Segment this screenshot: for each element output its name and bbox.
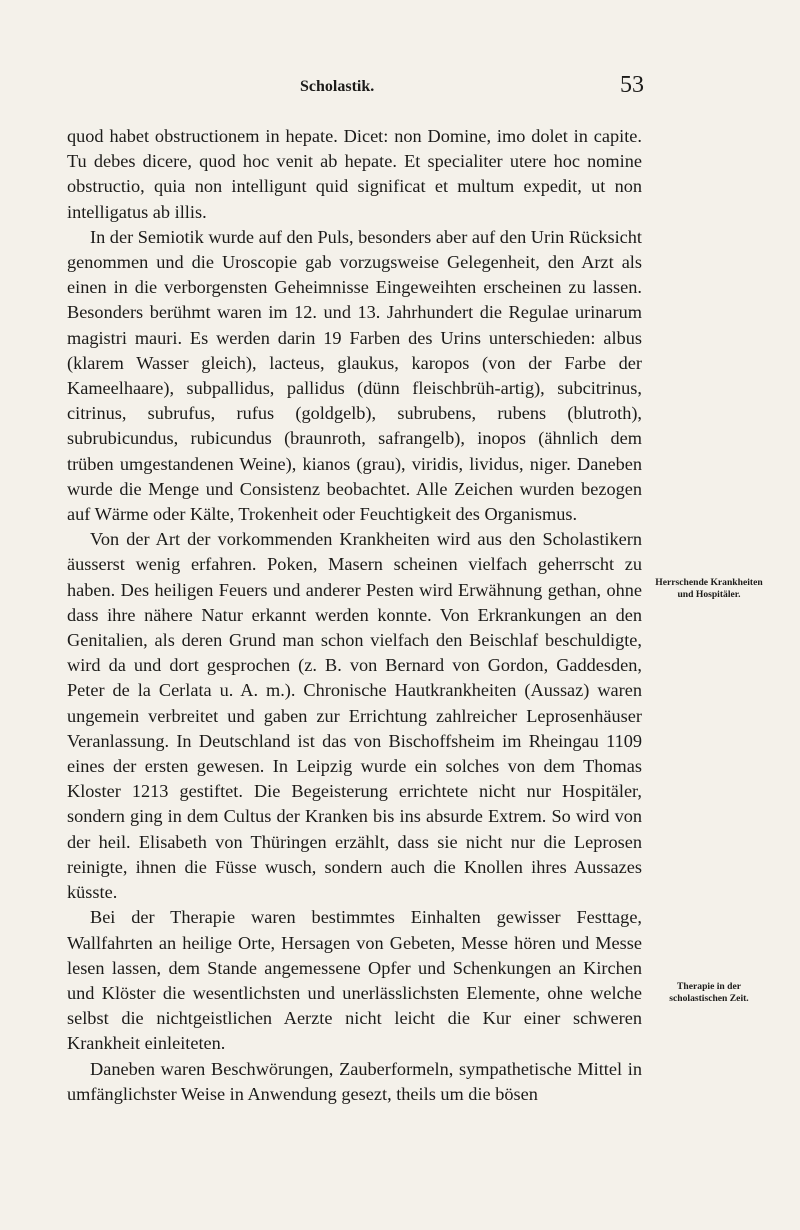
paragraph-krankheiten: Von der Art der vorkommenden Krankheiten wird aus den Scholastikern äusserst wenig erfahren. Poken, Masern scheinen vielfach geherrscht zu haben. Des heiligen Feuers und anderer Pesten wird Erwähnung gethan, ohne dass ihre nähere Natur erkannt werden konnte. Von Erkrankungen an den Genitalien, als deren Grund man schon vielfach den Beischlaf beschuldigte, wird da und dort gesprochen (z. B. von Bernard von Gordon, Gaddesden, Peter de la Cerlata u. A. m.). Chronische Hautkrankheiten (Aussaz) waren ungemein verbreitet und gaben zur Errichtung zahlreicher Leprosenhäuser Veranlassung. In Deutschland ist das von Bischoffsheim im Rheingau 1109 eines der ersten gewesen. In Leipzig wurde ein solches von dem Thomas Kloster 1213 gestiftet. Die Begeisterung errichtete nicht nur Hospitäler, sondern ging in dem Cultus der Kranken bis ins absurde Extrem. So wird von der heil. Elisabeth von Thüringen erzählt, dass sie nicht nur die Leprosen reinigte, ihnen die Füsse wusch, sondern auch die Knollen ihres Aussazes küsste. <box>67 529 642 903</box>
margin-note-therapie: Therapie in der scholastischen Zeit. <box>669 981 749 1004</box>
paragraph-beschwoerungen: Daneben waren Beschwörungen, Zauberformeln, sympathetische Mittel in umfänglichster Weise in Anwendung gesezt, theils um die bösen <box>67 1058 642 1104</box>
running-title: Scholastik. <box>300 78 375 95</box>
paragraph-therapie: Bei der Therapie waren bestimmtes Einhalten gewisser Festtage, Wallfahrten an heilige Orte, Hersagen von Gebeten, Messe hören und Messe lesen lassen, dem Stande angemessene Opfer und Schenkungen an Kirchen und Klöster die wesentlichsten und unerlässlichsten Elemente, ohne welche selbst die nichtgeistlichen Aerzte nicht leicht die Kur einer schweren Krankheit einleiteten. <box>67 907 642 1054</box>
margin-note-krankheiten: Herrschende Krankheiten und Hospitäler. <box>655 577 763 600</box>
page-number: 53 <box>620 72 644 98</box>
body-text <box>67 124 642 1107</box>
page-header <box>0 72 800 108</box>
paragraph-latin-quote: quod habet obstructionem in hepate. Dicet: non Domine, imo dolet in capite. Tu debes dicere, quod hoc venit ab hepate. Et specialiter utere hoc nomine obstructio, quia non intelligunt quid significat et multum expedit, ut non intelligatus ab illis. <box>67 126 642 222</box>
paragraph-semiotik: In der Semiotik wurde auf den Puls, besonders aber auf den Urin Rücksicht genommen und die Uroscopie gab vorzugsweise Gelegenheit, den Arzt als einen in die verborgensten Geheimnisse Eingeweihten erscheinen zu lassen. Besonders berühmt waren im 12. und 13. Jahrhundert die Regulae urinarum magistri mauri. Es werden darin 19 Farben des Urins unterschieden: albus (klarem Wasser gleich), lacteus, glaukus, karopos (von der Farbe der Kameelhaare), subpallidus, pallidus (dünn fleischbrüh-artig), subcitrinus, citrinus, subrufus, rufus (goldgelb), subrubens, rubens (blutroth), subrubicundus, rubicundus (braunroth, safrangelb), inopos (ähnlich dem trüben umgestandenen Weine), kianos (grau), viridis, lividus, niger. Daneben wurde die Menge und Consistenz beobachtet. Alle Zeichen wurden bezogen auf Wärme oder Kälte, Trokenheit oder Feuchtigkeit des Organismus. <box>67 226 642 525</box>
